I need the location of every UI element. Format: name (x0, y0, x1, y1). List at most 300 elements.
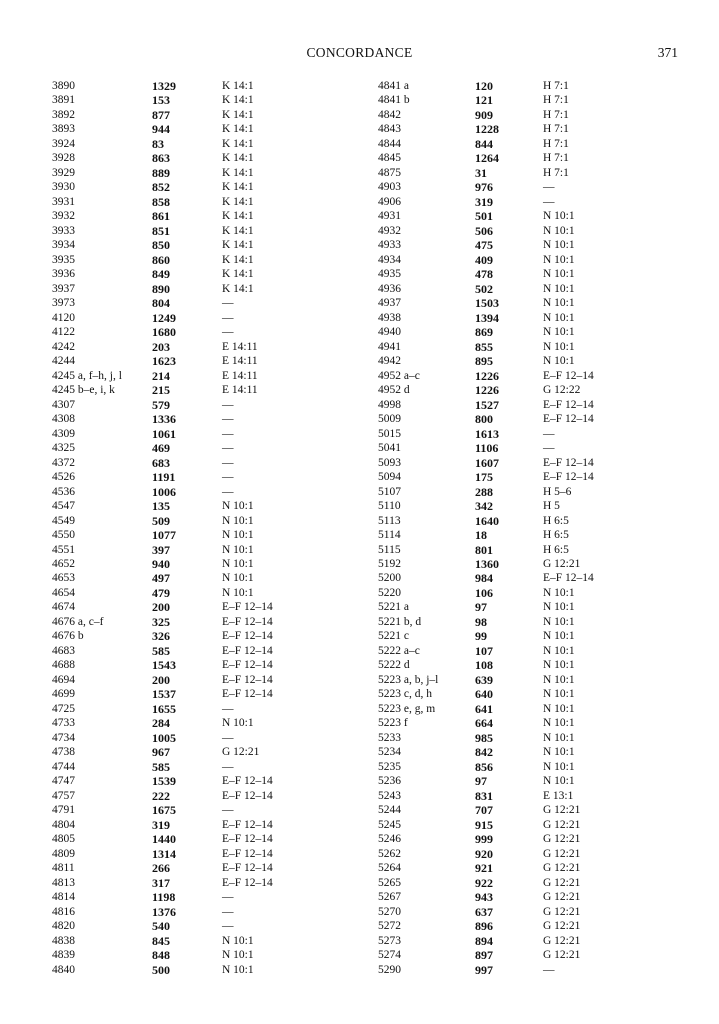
plate-reference: G 12:21 (543, 949, 581, 962)
catalogue-number: 641 (475, 701, 493, 716)
catalogue-number: 640 (475, 687, 493, 702)
plate-reference: E–F 12–14 (222, 775, 273, 788)
inventory-number: 3932 (52, 210, 75, 223)
catalogue-number: 1527 (475, 397, 499, 412)
inventory-number: 4699 (52, 688, 75, 701)
catalogue-number: 1191 (152, 470, 176, 485)
plate-reference: — (543, 963, 555, 976)
inventory-number: 5243 (378, 789, 401, 802)
inventory-number: 4941 (378, 340, 401, 353)
plate-reference: K 14:1 (222, 195, 254, 208)
plate-reference: — (543, 427, 555, 440)
catalogue-number: 97 (475, 600, 487, 615)
inventory-number: 4838 (52, 934, 75, 947)
catalogue-number: 342 (475, 499, 493, 514)
catalogue-number: 897 (475, 948, 493, 963)
plate-reference: G 12:21 (543, 847, 581, 860)
plate-reference: N 10:1 (543, 340, 575, 353)
plate-reference: N 10:1 (543, 760, 575, 773)
catalogue-number: 1394 (475, 310, 499, 325)
inventory-number: 5015 (378, 427, 401, 440)
catalogue-number: 497 (152, 571, 170, 586)
plate-reference: — (543, 195, 555, 208)
catalogue-number: 83 (152, 136, 164, 151)
plate-reference: N 10:1 (543, 673, 575, 686)
inventory-number: 4940 (378, 326, 401, 339)
catalogue-number: 895 (475, 354, 493, 369)
catalogue-number: 967 (152, 745, 170, 760)
plate-reference: E–F 12–14 (222, 833, 273, 846)
inventory-number: 4694 (52, 673, 75, 686)
inventory-number: 5192 (378, 557, 401, 570)
inventory-number: 4841 b (378, 94, 410, 107)
plate-reference: G 12:21 (543, 862, 581, 875)
plate-reference: N 10:1 (222, 543, 254, 556)
plate-reference: E 13:1 (543, 789, 574, 802)
plate-reference: N 10:1 (222, 500, 254, 513)
catalogue-number: 848 (152, 948, 170, 963)
catalogue-number: 475 (475, 238, 493, 253)
inventory-number: 4841 a (378, 80, 409, 92)
plate-reference: E–F 12–14 (222, 644, 273, 657)
catalogue-number: 1613 (475, 426, 499, 441)
inventory-number: 3934 (52, 239, 75, 252)
plate-reference: — (222, 891, 234, 904)
inventory-number: 4814 (52, 891, 75, 904)
catalogue-number: 1314 (152, 846, 176, 861)
inventory-number: 5221 c (378, 630, 409, 643)
catalogue-number: 585 (152, 759, 170, 774)
catalogue-number: 894 (475, 933, 493, 948)
catalogue-number: 877 (152, 107, 170, 122)
plate-reference: G 12:22 (543, 384, 581, 397)
catalogue-number: 849 (152, 267, 170, 282)
inventory-number: 4325 (52, 442, 75, 455)
plate-reference: K 14:1 (222, 210, 254, 223)
plate-reference: N 10:1 (222, 934, 254, 947)
plate-reference: H 7:1 (543, 80, 569, 92)
catalogue-number: 325 (152, 614, 170, 629)
inventory-number: 4245 b–e, i, k (52, 384, 115, 397)
plate-reference: N 10:1 (222, 949, 254, 962)
inventory-number: 4932 (378, 224, 401, 237)
inventory-number: 4551 (52, 543, 75, 556)
catalogue-number: 579 (152, 397, 170, 412)
inventory-number: 3892 (52, 108, 75, 121)
inventory-number: 4676 b (52, 630, 84, 643)
catalogue-number: 683 (152, 455, 170, 470)
inventory-number: 5233 (378, 731, 401, 744)
catalogue-number: 1264 (475, 151, 499, 166)
plate-reference: N 10:1 (543, 717, 575, 730)
inventory-number: 5220 (378, 586, 401, 599)
catalogue-number: 845 (152, 933, 170, 948)
catalogue-number: 637 (475, 904, 493, 919)
inventory-number: 5223 c, d, h (378, 688, 432, 701)
plate-reference: N 10:1 (543, 268, 575, 281)
plate-reference: H 6:5 (543, 543, 569, 556)
inventory-number: 3928 (52, 152, 75, 165)
inventory-number: 3973 (52, 297, 75, 310)
plate-reference: E 14:11 (222, 384, 258, 397)
catalogue-number: 1336 (152, 412, 176, 427)
catalogue-number: 639 (475, 672, 493, 687)
inventory-number: 5236 (378, 775, 401, 788)
inventory-number: 4938 (378, 311, 401, 324)
inventory-number: 4372 (52, 456, 75, 469)
plate-reference: N 10:1 (543, 644, 575, 657)
inventory-number: 5245 (378, 818, 401, 831)
plate-reference: E–F 12–14 (222, 630, 273, 643)
inventory-number: 4549 (52, 514, 75, 527)
inventory-number: 4816 (52, 905, 75, 918)
inventory-number: 4931 (378, 210, 401, 223)
inventory-number: 3890 (52, 80, 75, 92)
inventory-number: 3937 (52, 282, 75, 295)
catalogue-number: 1077 (152, 528, 176, 543)
plate-reference: H 7:1 (543, 94, 569, 107)
catalogue-number: 200 (152, 600, 170, 615)
catalogue-number: 997 (475, 962, 493, 977)
catalogue-number: 1623 (152, 354, 176, 369)
inventory-number: 4843 (378, 123, 401, 136)
inventory-number: 4840 (52, 963, 75, 976)
plate-reference: E–F 12–14 (222, 601, 273, 614)
inventory-number: 4809 (52, 847, 75, 860)
inventory-number: 4845 (378, 152, 401, 165)
plate-reference: — (222, 760, 234, 773)
inventory-number: 4839 (52, 949, 75, 962)
inventory-number: 4942 (378, 355, 401, 368)
inventory-number: 4903 (378, 181, 401, 194)
inventory-number: 4245 a, f–h, j, l (52, 369, 122, 382)
page-title: CONCORDANCE (306, 45, 413, 60)
plate-reference: K 14:1 (222, 123, 254, 136)
inventory-number: 3929 (52, 166, 75, 179)
inventory-number: 5265 (378, 876, 401, 889)
inventory-number: 5115 (378, 543, 401, 556)
inventory-number: 4998 (378, 398, 401, 411)
inventory-number: 3891 (52, 94, 75, 107)
page-number: 371 (657, 45, 678, 60)
plate-reference: N 10:1 (222, 572, 254, 585)
inventory-number: 4536 (52, 485, 75, 498)
inventory-number: 4688 (52, 659, 75, 672)
catalogue-number: 1329 (152, 79, 176, 93)
catalogue-number: 944 (152, 122, 170, 137)
inventory-number: 4813 (52, 876, 75, 889)
plate-reference: N 10:1 (543, 355, 575, 368)
catalogue-number: 943 (475, 890, 493, 905)
plate-reference: N 10:1 (543, 775, 575, 788)
catalogue-number: 319 (475, 194, 493, 209)
plate-reference: K 14:1 (222, 282, 254, 295)
inventory-number: 3936 (52, 268, 75, 281)
plate-reference: N 10:1 (222, 586, 254, 599)
catalogue-number: 858 (152, 194, 170, 209)
inventory-number: 5221 a (378, 601, 409, 614)
plate-reference: E–F 12–14 (543, 471, 594, 484)
plate-reference: E–F 12–14 (222, 789, 273, 802)
catalogue-number: 1376 (152, 904, 176, 919)
inventory-number: 5114 (378, 529, 401, 542)
inventory-number: 4936 (378, 282, 401, 295)
plate-reference: N 10:1 (543, 615, 575, 628)
inventory-number: 5222 d (378, 659, 410, 672)
catalogue-number: 266 (152, 861, 170, 876)
inventory-number: 4791 (52, 804, 75, 817)
catalogue-number: 856 (475, 759, 493, 774)
plate-reference: E–F 12–14 (222, 615, 273, 628)
catalogue-number: 850 (152, 238, 170, 253)
inventory-number: 4820 (52, 920, 75, 933)
inventory-number: 4550 (52, 529, 75, 542)
plate-reference: E 14:11 (222, 369, 258, 382)
plate-reference: N 10:1 (543, 731, 575, 744)
plate-reference: G 12:21 (543, 905, 581, 918)
catalogue-number: 506 (475, 223, 493, 238)
inventory-number: 4952 d (378, 384, 410, 397)
inventory-number: 4244 (52, 355, 75, 368)
plate-reference: — (222, 326, 234, 339)
plate-reference: E–F 12–14 (222, 659, 273, 672)
plate-reference: E–F 12–14 (222, 688, 273, 701)
inventory-number: 4676 a, c–f (52, 615, 104, 628)
catalogue-number: 842 (475, 745, 493, 760)
catalogue-number: 317 (152, 875, 170, 890)
plate-reference: — (543, 181, 555, 194)
inventory-number: 4906 (378, 195, 401, 208)
inventory-number: 4242 (52, 340, 75, 353)
inventory-number: 5234 (378, 746, 401, 759)
inventory-number: 5223 e, g, m (378, 702, 436, 715)
plate-reference: — (222, 485, 234, 498)
catalogue-number: 844 (475, 136, 493, 151)
catalogue-number: 121 (475, 93, 493, 108)
catalogue-number: 1607 (475, 455, 499, 470)
plate-reference: G 12:21 (543, 920, 581, 933)
catalogue-number: 860 (152, 252, 170, 267)
plate-reference: G 12:21 (543, 557, 581, 570)
catalogue-number: 319 (152, 817, 170, 832)
catalogue-number: 97 (475, 774, 487, 789)
plate-reference: K 14:1 (222, 137, 254, 150)
inventory-number: 4307 (52, 398, 75, 411)
plate-reference: N 10:1 (543, 282, 575, 295)
catalogue-number: 284 (152, 716, 170, 731)
plate-reference: — (222, 297, 234, 310)
inventory-number: 4875 (378, 166, 401, 179)
inventory-number: 5235 (378, 760, 401, 773)
catalogue-number: 915 (475, 817, 493, 832)
inventory-number: 5267 (378, 891, 401, 904)
catalogue-number: 1005 (152, 730, 176, 745)
inventory-number: 4526 (52, 471, 75, 484)
catalogue-number: 1655 (152, 701, 176, 716)
plate-reference: H 7:1 (543, 123, 569, 136)
catalogue-number: 175 (475, 470, 493, 485)
catalogue-number: 1198 (152, 890, 176, 905)
plate-reference: E–F 12–14 (543, 456, 594, 469)
inventory-number: 3931 (52, 195, 75, 208)
inventory-number: 4757 (52, 789, 75, 802)
inventory-number: 4811 (52, 862, 75, 875)
inventory-number: 3930 (52, 181, 75, 194)
plate-reference: E–F 12–14 (222, 847, 273, 860)
catalogue-number: 106 (475, 585, 493, 600)
catalogue-number: 921 (475, 861, 493, 876)
plate-reference: K 14:1 (222, 108, 254, 121)
inventory-number: 5222 a–c (378, 644, 420, 657)
catalogue-number: 976 (475, 180, 493, 195)
inventory-number: 5270 (378, 905, 401, 918)
plate-reference: G 12:21 (222, 746, 260, 759)
catalogue-number: 409 (475, 252, 493, 267)
inventory-number: 4309 (52, 427, 75, 440)
inventory-number: 4120 (52, 311, 75, 324)
catalogue-number: 855 (475, 339, 493, 354)
plate-reference: E–F 12–14 (222, 818, 273, 831)
catalogue-number: 1360 (475, 556, 499, 571)
inventory-number: 4952 a–c (378, 369, 420, 382)
inventory-number: 5262 (378, 847, 401, 860)
catalogue-number: 896 (475, 919, 493, 934)
inventory-number: 5094 (378, 471, 401, 484)
plate-reference: N 10:1 (543, 601, 575, 614)
plate-reference: K 14:1 (222, 181, 254, 194)
catalogue-number: 1106 (475, 441, 499, 456)
catalogue-number: 1543 (152, 658, 176, 673)
plate-reference: K 14:1 (222, 166, 254, 179)
plate-reference: H 5 (543, 500, 560, 513)
inventory-number: 4652 (52, 557, 75, 570)
catalogue-number: 890 (152, 281, 170, 296)
plate-reference: N 10:1 (543, 630, 575, 643)
plate-reference: — (222, 905, 234, 918)
catalogue-number: 203 (152, 339, 170, 354)
plate-reference: — (222, 471, 234, 484)
plate-reference: H 7:1 (543, 108, 569, 121)
plate-reference: E–F 12–14 (543, 398, 594, 411)
plate-reference: N 10:1 (222, 529, 254, 542)
plate-reference: E–F 12–14 (543, 413, 594, 426)
inventory-number: 4725 (52, 702, 75, 715)
inventory-number: 4805 (52, 833, 75, 846)
catalogue-number: 108 (475, 658, 493, 673)
inventory-number: 4747 (52, 775, 75, 788)
plate-reference: — (222, 413, 234, 426)
plate-reference: — (222, 427, 234, 440)
catalogue-number: 326 (152, 629, 170, 644)
catalogue-number: 31 (475, 165, 487, 180)
inventory-number: 5107 (378, 485, 401, 498)
plate-reference: H 7:1 (543, 166, 569, 179)
plate-reference: N 10:1 (543, 210, 575, 223)
catalogue-number: 922 (475, 875, 493, 890)
plate-reference: K 14:1 (222, 152, 254, 165)
plate-reference: N 10:1 (543, 746, 575, 759)
plate-reference: — (222, 702, 234, 715)
catalogue-number: 509 (152, 513, 170, 528)
catalogue-number: 479 (152, 585, 170, 600)
catalogue-number: 664 (475, 716, 493, 731)
catalogue-number: 222 (152, 788, 170, 803)
catalogue-number: 585 (152, 643, 170, 658)
plate-reference: E–F 12–14 (543, 572, 594, 585)
catalogue-number: 999 (475, 832, 493, 847)
inventory-number: 5041 (378, 442, 401, 455)
catalogue-number: 1061 (152, 426, 176, 441)
catalogue-number: 984 (475, 571, 493, 586)
inventory-number: 3933 (52, 224, 75, 237)
inventory-number: 4733 (52, 717, 75, 730)
catalogue-number: 831 (475, 788, 493, 803)
inventory-number: 4842 (378, 108, 401, 121)
catalogue-number: 1503 (475, 296, 499, 311)
plate-reference: H 6:5 (543, 514, 569, 527)
catalogue-number: 397 (152, 542, 170, 557)
plate-reference: E 14:11 (222, 340, 258, 353)
plate-reference: K 14:1 (222, 268, 254, 281)
inventory-number: 5246 (378, 833, 401, 846)
inventory-number: 5272 (378, 920, 401, 933)
plate-reference: N 10:1 (543, 326, 575, 339)
plate-reference: N 10:1 (543, 224, 575, 237)
inventory-number: 4935 (378, 268, 401, 281)
catalogue-number: 214 (152, 368, 170, 383)
plate-reference: G 12:21 (543, 833, 581, 846)
plate-reference: E 14:11 (222, 355, 258, 368)
plate-reference: N 10:1 (543, 253, 575, 266)
plate-reference: N 10:1 (543, 702, 575, 715)
catalogue-number: 920 (475, 846, 493, 861)
inventory-number: 3893 (52, 123, 75, 136)
plate-reference: — (222, 804, 234, 817)
plate-reference: K 14:1 (222, 94, 254, 107)
plate-reference: E–F 12–14 (222, 862, 273, 875)
plate-reference: N 10:1 (543, 659, 575, 672)
inventory-number: 3935 (52, 253, 75, 266)
catalogue-number: 861 (152, 209, 170, 224)
inventory-number: 4122 (52, 326, 75, 339)
catalogue-number: 540 (152, 919, 170, 934)
inventory-number: 4744 (52, 760, 75, 773)
plate-reference: N 10:1 (222, 514, 254, 527)
plate-reference: — (543, 442, 555, 455)
inventory-number: 5110 (378, 500, 401, 513)
catalogue-number: 801 (475, 542, 493, 557)
plate-reference: K 14:1 (222, 224, 254, 237)
plate-reference: — (222, 311, 234, 324)
inventory-number: 5223 a, b, j–l (378, 673, 439, 686)
plate-reference: E–F 12–14 (222, 673, 273, 686)
plate-reference: H 7:1 (543, 137, 569, 150)
catalogue-number: 215 (152, 383, 170, 398)
inventory-number: 5273 (378, 934, 401, 947)
plate-reference: — (222, 920, 234, 933)
inventory-number: 4937 (378, 297, 401, 310)
inventory-number: 5244 (378, 804, 401, 817)
inventory-number: 4734 (52, 731, 75, 744)
inventory-number: 4547 (52, 500, 75, 513)
inventory-number: 4738 (52, 746, 75, 759)
catalogue-number: 1680 (152, 325, 176, 340)
catalogue-number: 869 (475, 325, 493, 340)
plate-reference: K 14:1 (222, 239, 254, 252)
inventory-number: 5200 (378, 572, 401, 585)
plate-reference: G 12:21 (543, 804, 581, 817)
catalogue-number: 153 (152, 93, 170, 108)
